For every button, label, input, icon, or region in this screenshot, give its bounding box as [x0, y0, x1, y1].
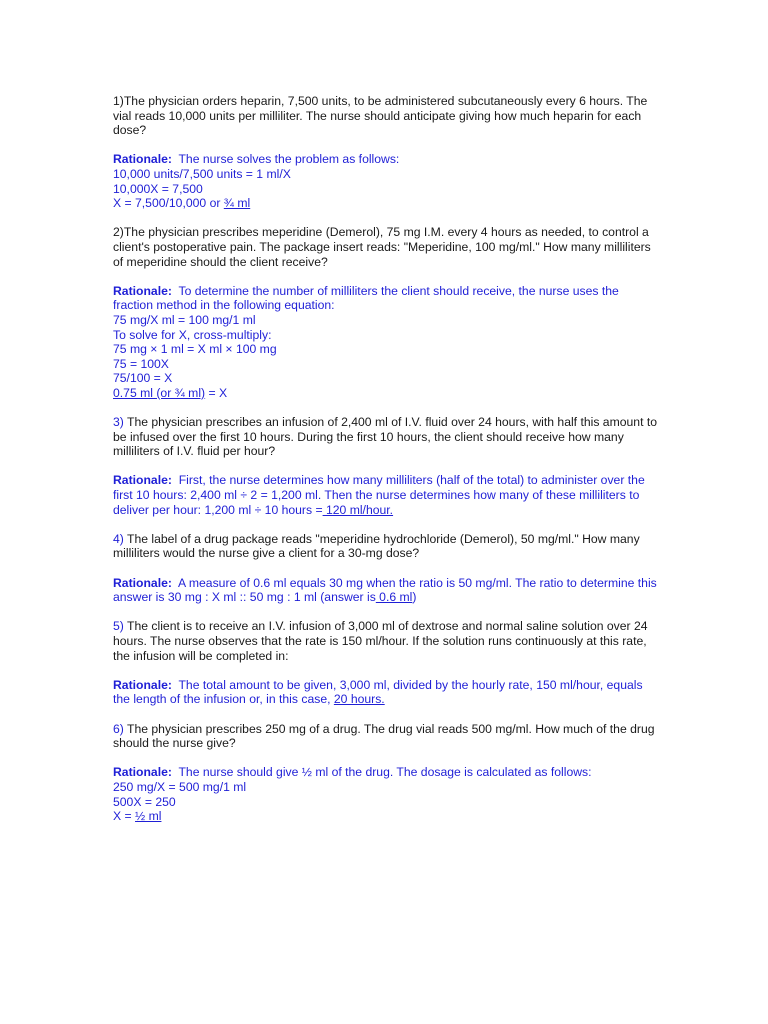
question-5-text: The client is to receive an I.V. infusion of 3,000 ml of dextrose and normal saline solution over 24 hours. The nurse observes that the rate is 150 ml/hour. If the solution runs continuously at this rate, the infusion will be completed in: [113, 619, 648, 663]
question-4-number: 4) [113, 531, 124, 546]
rationale-2-line-1: 75 mg/X ml = 100 mg/1 ml [113, 312, 256, 327]
question-6-number: 6) [113, 721, 124, 736]
rationale-5-answer: 20 hours. [333, 692, 385, 707]
rationale-6-answer: ½ ml [135, 809, 162, 824]
rationale-2-final-suffix: = X [205, 385, 228, 400]
rationale-6-intro: The nurse should give ½ ml of the drug. The dosage is calculated as follows: [178, 765, 592, 780]
rationale-4-final-suffix: ) [412, 590, 417, 605]
rationale-2-line-3: 75 mg × 1 ml = X ml × 100 mg [113, 342, 277, 357]
rationale-6-line-2: 500X = 250 [113, 794, 176, 809]
rationale-5 [113, 678, 658, 707]
rationale-3-intro: First, the nurse determines how many milliliters (half of the total) to administer over the first 10 hours: 2,400 ml ÷ 2 = 1,200 ml. Then the nurse determines how many of these milliliters to deliver per hour: 1,200 ml ÷ 10 hours = [113, 473, 645, 517]
question-3-number: 3) [113, 415, 124, 430]
rationale-1-line-1: 10,000 units/7,500 units = 1 ml/X [113, 166, 291, 181]
question-6-text: The physician prescribes 250 mg of a drug. The drug vial reads 500 mg/ml. How much of the drug should the nurse give? [113, 721, 655, 751]
rationale-2-intro: To determine the number of milliliters the client should receive, the nurse uses the fraction method in the following equation: [113, 283, 619, 313]
document-page [113, 94, 658, 838]
rationale-6-final-prefix: X = [113, 809, 136, 824]
rationale-2-line-2: To solve for X, cross-multiply: [113, 327, 272, 342]
rationale-3-answer: 120 ml/hour. [322, 502, 394, 517]
rationale-2 [113, 284, 658, 401]
rationale-2-label: Rationale: [113, 283, 172, 298]
rationale-1 [113, 152, 658, 210]
rationale-1-line-2: 10,000X = 7,500 [113, 181, 203, 196]
question-1-text: The physician orders heparin, 7,500 units, to be administered subcutaneously every 6 hours. The vial reads 10,000 units per milliliter. The nurse should anticipate giving how much heparin for each dose? [113, 94, 648, 138]
rationale-3 [113, 473, 658, 517]
question-1-number: 1) [113, 94, 124, 108]
rationale-1-answer: ¾ ml [223, 196, 251, 211]
question-1 [113, 94, 658, 138]
rationale-5-intro: The total amount to be given, 3,000 ml, divided by the hourly rate, 150 ml/hour, equals the length of the infusion or, in this case, [113, 677, 643, 707]
rationale-2-line-5: 75/100 = X [113, 371, 173, 386]
rationale-2-answer: 0.75 ml (or ¾ ml) [113, 385, 206, 400]
rationale-6-line-1: 250 mg/X = 500 mg/1 ml [113, 779, 247, 794]
rationale-4 [113, 576, 658, 605]
question-4 [113, 532, 658, 561]
question-3 [113, 415, 658, 459]
rationale-6-label: Rationale: [113, 765, 172, 780]
rationale-4-label: Rationale: [113, 575, 172, 590]
rationale-1-final [113, 196, 658, 211]
question-5-number: 5) [113, 619, 124, 634]
rationale-1-final-prefix: X = 7,500/10,000 or [113, 196, 224, 211]
rationale-5-label: Rationale: [113, 677, 172, 692]
question-5 [113, 619, 658, 663]
rationale-3-label: Rationale: [113, 473, 172, 488]
rationale-2-final [113, 386, 658, 401]
rationale-1-label: Rationale: [113, 152, 172, 167]
rationale-1-intro: The nurse solves the problem as follows: [178, 152, 400, 167]
question-6 [113, 722, 658, 751]
rationale-6 [113, 765, 658, 823]
rationale-4-intro: A measure of 0.6 ml equals 30 mg when the ratio is 50 mg/ml. The ratio to determine this answer is 30 mg : X ml :: 50 mg : 1 ml (answer is [113, 575, 657, 605]
question-2-number: 2) [113, 225, 124, 240]
rationale-4-answer: 0.6 ml [375, 590, 413, 605]
rationale-6-final [113, 809, 658, 824]
question-2-text: The physician prescribes meperidine (Demerol), 75 mg I.M. every 4 hours as needed, to control a client's postoperative pain. The package insert reads: "Meperidine, 100 mg/ml." How many milliliters of meperidine should the client receive? [113, 225, 651, 269]
question-2 [113, 225, 658, 269]
question-3-text: The physician prescribes an infusion of 2,400 ml of I.V. fluid over 24 hours, with half this amount to be infused over the first 10 hours. During the first 10 hours, the client should receive how many milliliters of I.V. fluid per hour? [113, 415, 658, 459]
rationale-2-line-4: 75 = 100X [113, 356, 169, 371]
question-4-text: The label of a drug package reads "meperidine hydrochloride (Demerol), 50 mg/ml." How many milliliters would the nurse give a client for a 30-mg dose? [113, 531, 640, 561]
